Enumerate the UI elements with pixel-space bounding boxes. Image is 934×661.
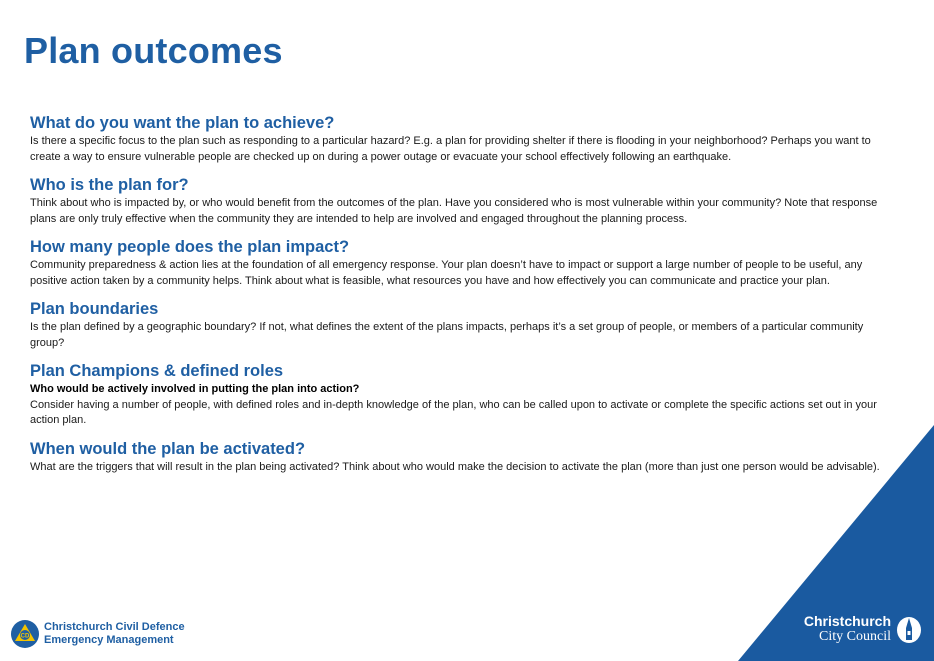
section-body: Think about who is impacted by, or who would benefit from the outcomes of the plan. Have you considered who is most vulnerable within your community? Note that response plans are only truly effective when the community they are intended to help are involved and engaged throughout the planning process.: [30, 197, 878, 225]
section-body: Community preparedness & action lies at the foundation of all emergency response. Your plan doesn’t have to impact or support a large number of people to be useful, any positive action taken by a community helps. Think about what is feasible, what resources you have and how effectively you can communicate and practice your plan.: [30, 259, 863, 287]
section-achieve: [30, 114, 896, 165]
section-heading: When would the plan be activated?: [30, 439, 306, 458]
civil-defence-badge-icon: [10, 619, 40, 649]
section-body: Consider having a number of people, with defined roles and in-depth knowledge of the plan, who can be called upon to activate or complete the specific actions set out in your action plan.: [30, 398, 877, 426]
section-body: What are the triggers that will result in the plan being activated? Think about who would make the decision to activate the plan (more than just one person would be advisable).: [30, 460, 880, 473]
logo-line-1: Christchurch Civil Defence: [44, 621, 185, 633]
section-who-for: [30, 176, 896, 227]
badge-text: CD: [20, 633, 30, 640]
section-boundaries: [30, 300, 896, 351]
section-body: Is there a specific focus to the plan such as responding to a particular hazard? E.g. a plan for providing shelter if there is flooding in your neighborhood? Perhaps you want to create a way to ensure vulnerable people are checked up on during a power outage or evacuate your school effectively following an earthquake.: [30, 135, 871, 163]
page-title: Plan outcomes: [24, 30, 283, 71]
section-champions: [30, 362, 896, 429]
section-subheading: Who would be actively involved in putting the plan into action?: [30, 383, 360, 395]
logo-line-1: Christchurch: [803, 613, 891, 629]
section-heading: What do you want the plan to achieve?: [30, 114, 335, 132]
section-body: Is the plan defined by a geographic boundary? If not, what defines the extent of the plans impacts, perhaps it’s a set group of people, or members of a particular community group?: [30, 321, 864, 349]
section-heading: Plan Champions & defined roles: [30, 362, 284, 380]
city-council-logo: [804, 613, 922, 645]
section-impact: [30, 238, 896, 289]
logo-line-2: City Council: [819, 629, 891, 644]
city-council-cathedral-icon: [896, 614, 922, 644]
civil-defence-logo: [10, 619, 185, 649]
section-heading: Plan boundaries: [30, 300, 159, 318]
section-heading: Who is the plan for?: [30, 176, 189, 194]
section-heading: How many people does the plan impact?: [30, 238, 350, 256]
logo-line-2: Emergency Management: [44, 634, 174, 646]
